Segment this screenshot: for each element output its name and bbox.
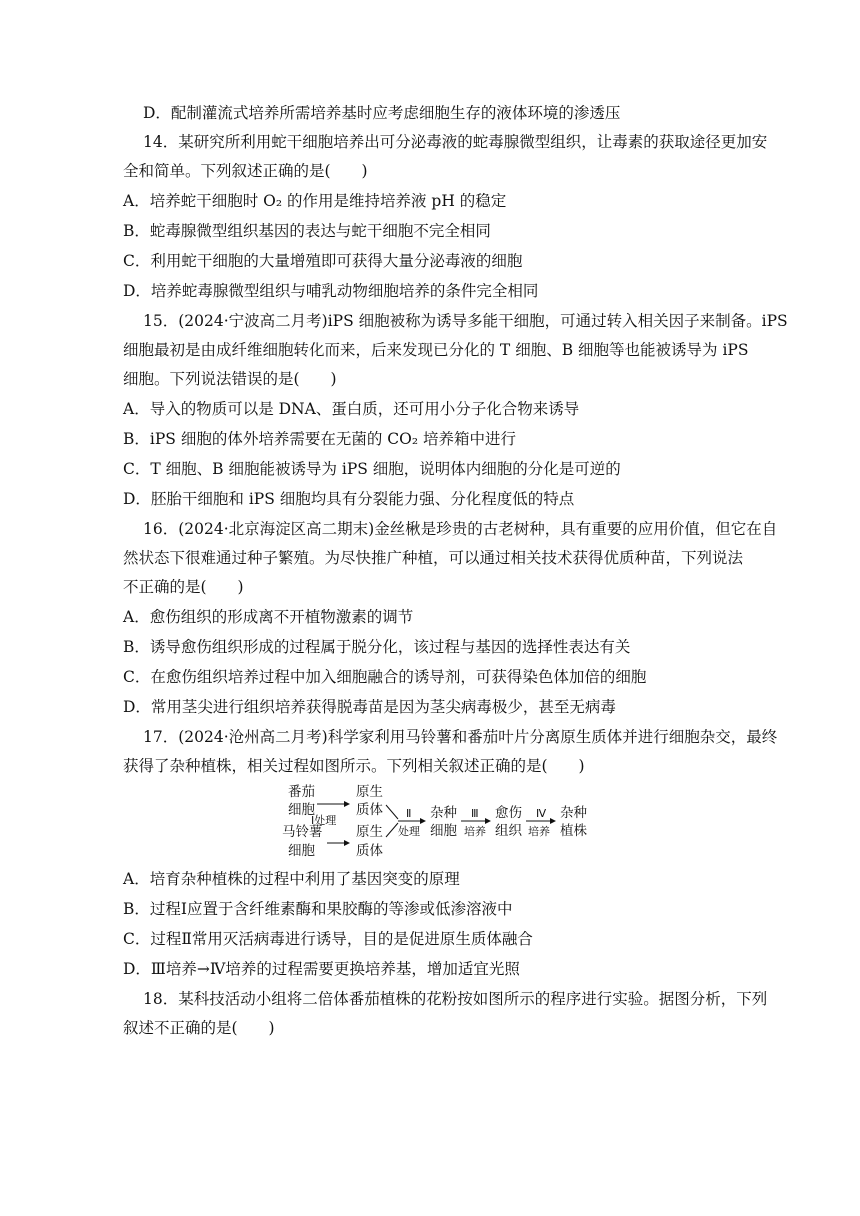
protoplast-bottom-node bbox=[356, 823, 383, 859]
q13-option-d: D．配制灌流式培养所需培养基时应考虑细胞生存的液体环境的渗透压 bbox=[143, 104, 621, 122]
svg-text:原生: 原生 bbox=[356, 824, 383, 840]
hybrid-plant-node bbox=[560, 804, 588, 839]
q18-stem-line1: 18．某科技活动小组将二倍体番茄植株的花粉按如图所示的程序进行实验。据图分析，下列 bbox=[143, 990, 768, 1008]
hybridization-flow-diagram bbox=[280, 781, 620, 861]
svg-text:组织: 组织 bbox=[495, 823, 522, 839]
q15-stem-line3: 细胞。下列说法错误的是( ) bbox=[123, 370, 337, 388]
merge-line-bottom bbox=[386, 823, 398, 837]
q17-stem-line2: 获得了杂种植株，相关过程如图所示。下列相关叙述正确的是( ) bbox=[123, 757, 585, 775]
q16-option-b: B．诱导愈伤组织形成的过程属于脱分化，该过程与基因的选择性表达有关 bbox=[123, 638, 631, 656]
q18-stem-line2: 叙述不正确的是( ) bbox=[123, 1019, 275, 1037]
svg-text:质体: 质体 bbox=[356, 802, 383, 818]
svg-text:质体: 质体 bbox=[356, 843, 383, 859]
q15-stem-line2: 细胞最初是由成纤维细胞转化而来，后来发现已分化的 T 细胞、B 细胞等也能被诱导为 iPS bbox=[123, 341, 749, 359]
svg-text:杂种: 杂种 bbox=[560, 805, 587, 821]
q15-stem-line1: 15．(2024·宁波高二月考)iPS 细胞被称为诱导多能干细胞，可通过转入相关因子来制备。iPS bbox=[143, 312, 788, 330]
q14-option-b: B．蛇毒腺微型组织基因的表达与蛇干细胞不完全相同 bbox=[123, 222, 491, 240]
q16-stem-line2: 然状态下很难通过种子繁殖。为尽快推广种植，可以通过相关技术获得优质种苗，下列说法 bbox=[123, 549, 744, 567]
svg-text:植株: 植株 bbox=[560, 823, 587, 839]
q17-option-b: B．过程Ⅰ应置于含纤维素酶和果胶酶的等渗或低渗溶液中 bbox=[123, 900, 513, 918]
potato-cell-node bbox=[282, 823, 323, 859]
q17-stem-line1: 17．(2024·沧州高二月考)科学家利用马铃薯和番茄叶片分离原生质体并进行细胞杂交，最终 bbox=[143, 728, 778, 746]
tomato-cell-node bbox=[288, 784, 315, 818]
q14-option-d: D．培养蛇毒腺微型组织与哺乳动物细胞培养的条件完全相同 bbox=[123, 282, 539, 300]
step1-label: Ⅰ处理 bbox=[311, 814, 337, 827]
q15-option-c: C．T 细胞、B 细胞能被诱导为 iPS 细胞，说明体内细胞的分化是可逆的 bbox=[123, 460, 621, 478]
merge-line-top bbox=[386, 805, 398, 819]
q15-option-d: D．胚胎干细胞和 iPS 细胞均具有分裂能力强、分化程度低的特点 bbox=[123, 490, 575, 508]
step2-num: Ⅱ bbox=[406, 807, 412, 820]
q17-option-a: A．培育杂种植株的过程中利用了基因突变的原理 bbox=[123, 870, 460, 888]
step3-num: Ⅲ bbox=[471, 807, 479, 820]
q15-option-a: A．导入的物质可以是 DNA、蛋白质，还可用小分子化合物来诱导 bbox=[123, 400, 580, 418]
svg-text:细胞: 细胞 bbox=[288, 843, 315, 859]
q16-stem-line3: 不正确的是( ) bbox=[123, 578, 244, 596]
q14-option-c: C．利用蛇干细胞的大量增殖即可获得大量分泌毒液的细胞 bbox=[123, 252, 523, 270]
svg-text:杂种: 杂种 bbox=[430, 805, 457, 821]
step4-num: Ⅳ bbox=[536, 807, 547, 820]
q15-option-b: B．iPS 细胞的体外培养需要在无菌的 CO₂ 培养箱中进行 bbox=[123, 430, 516, 448]
step3-label: 培养 bbox=[464, 825, 486, 838]
q16-option-a: A．愈伤组织的形成离不开植物激素的调节 bbox=[123, 608, 414, 626]
hybrid-cell-node bbox=[430, 804, 457, 839]
q17-option-d: D．Ⅲ培养→Ⅳ培养的过程需要更换培养基，增加适宜光照 bbox=[123, 960, 520, 978]
svg-text:细胞: 细胞 bbox=[430, 823, 457, 839]
protoplast-top-node bbox=[356, 783, 383, 818]
step2-label: 处理 bbox=[398, 825, 420, 838]
svg-text:马铃薯: 马铃薯 bbox=[282, 824, 323, 840]
svg-text:番茄: 番茄 bbox=[288, 784, 315, 800]
svg-text:愈伤: 愈伤 bbox=[495, 805, 522, 821]
callus-node bbox=[495, 805, 523, 839]
q14-option-a: A．培养蛇干细胞时 O₂ 的作用是维持培养液 pH 的稳定 bbox=[123, 192, 507, 210]
q14-stem-line1: 14．某研究所利用蛇干细胞培养出可分泌毒液的蛇毒腺微型组织，让毒素的获取途径更加安 bbox=[143, 133, 768, 151]
q16-option-d: D．常用茎尖进行组织培养获得脱毒苗是因为茎尖病毒极少，甚至无病毒 bbox=[123, 698, 616, 716]
svg-text:细胞: 细胞 bbox=[288, 802, 315, 818]
svg-text:原生: 原生 bbox=[356, 784, 383, 800]
step4-label: 培养 bbox=[528, 825, 550, 838]
q17-option-c: C．过程Ⅱ常用灭活病毒进行诱导，目的是促进原生质体融合 bbox=[123, 930, 533, 948]
q16-stem-line1: 16．(2024·北京海淀区高二期末)金丝楸是珍贵的古老树种，具有重要的应用价值，但它在自 bbox=[143, 520, 778, 538]
q14-stem-line2: 全和简单。下列叙述正确的是( ) bbox=[123, 162, 368, 180]
q16-option-c: C．在愈伤组织培养过程中加入细胞融合的诱导剂，可获得染色体加倍的细胞 bbox=[123, 668, 647, 686]
